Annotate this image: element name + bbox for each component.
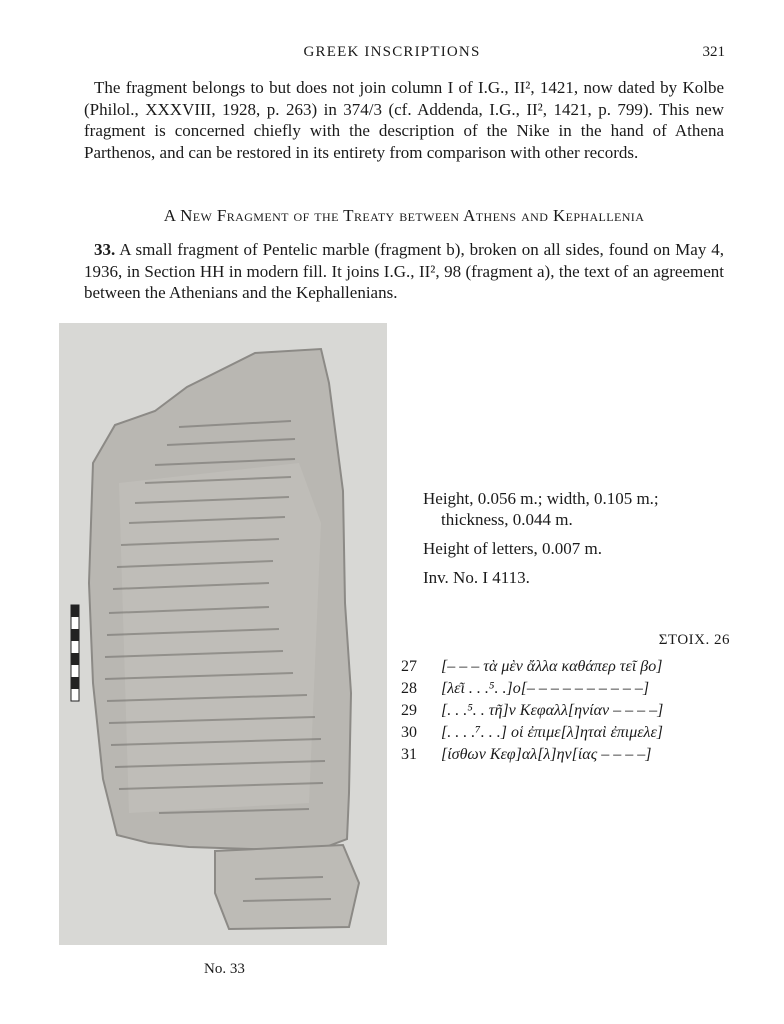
stone-fragment-image <box>59 323 387 945</box>
paragraph-intro: The fragment belongs to but does not join column I of I.G., II², 1421, now dated by Kolbe (Philol., XXXVIII, 1928, p. 263) in 374/3 (cf. Addenda, I.G., II², 1421, p. 799). This new fragment is concerned chiefly with the description of the Nike in the hand of Athena Parthenos, and can be restored in its entirety from comparison with other records. <box>84 78 724 162</box>
running-head <box>0 44 784 68</box>
spec-inventory: Inv. No. I 4113. <box>423 568 530 587</box>
figure-caption: No. 33 <box>204 961 245 977</box>
entry-number: 33. <box>94 240 116 259</box>
inscription-text <box>401 656 731 766</box>
line-number: 31 <box>401 746 417 763</box>
spec-letter-height: Height of letters, 0.007 m. <box>423 539 602 558</box>
inscription-line <box>401 700 731 722</box>
line-number: 28 <box>401 680 417 697</box>
inscription-line <box>401 744 731 766</box>
line-number: 27 <box>401 658 417 675</box>
line-number: 29 <box>401 702 417 719</box>
stone-fragment-photo <box>59 323 387 945</box>
inscription-line <box>401 656 731 678</box>
line-text: [. . .⁵. . τῆ]ν Κεφαλλ[ηνίαν – – – –] <box>441 702 664 719</box>
inscription-line <box>401 722 731 744</box>
line-text: [λε͂ι . . .⁵. .]ο[– – – – – – – – – –] <box>441 680 650 697</box>
fragment-specs <box>423 488 723 596</box>
line-text: [– – – τὰ μὲν ἄλλα καθάπερ τεῖ βο] <box>441 658 663 675</box>
entry-text: A small fragment of Pentelic marble (fragment b), broken on all sides, found on May 4, 1936, in Section ΗΗ in modern fill. It joins I.G., II², 98 (fragment a), the text of an agreement between the Athenians and the Kephallenians. <box>84 240 725 302</box>
spec-dimensions: Height, 0.056 m.; width, 0.105 m.; thickness, 0.044 m. <box>423 489 659 529</box>
section-heading: A New Fragment of the Treaty between Athens and Kephallenia <box>163 206 645 225</box>
page-number: 321 <box>702 44 725 60</box>
line-text: [. . . .⁷. . .] οἱ ἐπιμε[λ]ηταὶ ἐπιμελε] <box>441 724 664 741</box>
inscription-line <box>401 678 731 700</box>
line-number: 30 <box>401 724 417 741</box>
entry-paragraph <box>84 239 724 304</box>
running-title: GREEK INSCRIPTIONS <box>303 44 481 60</box>
line-text: [ίσθων Κεφ]αλ[λ]ην[ίας – – – –] <box>441 746 652 763</box>
stoichedon-label: ΣΤΟΙΧ. 26 <box>658 632 730 648</box>
